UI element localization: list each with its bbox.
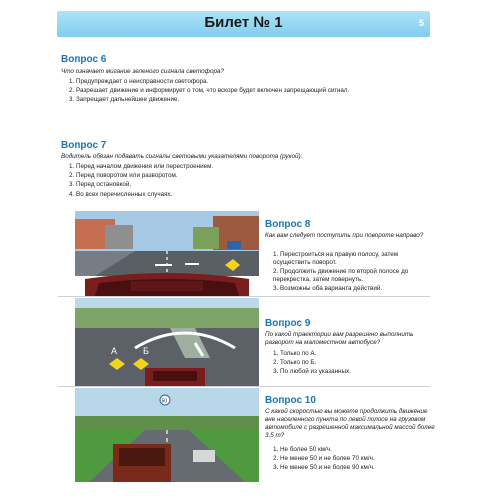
q7-answer-1[interactable]: 1. Перед началом движения или перестроением. (69, 163, 214, 170)
q10-answer-1[interactable]: 1. Не более 50 км/ч. (273, 446, 332, 453)
q7-answer-2[interactable]: 2. Перед поворотом или разворотом. (69, 172, 178, 180)
ticket-title: Билет № 1 (204, 14, 283, 31)
ticket-header (57, 11, 430, 37)
q8-answers (265, 251, 435, 295)
q7-answers (61, 163, 441, 200)
q9-answers (265, 350, 435, 378)
q6-answer-1[interactable]: 1. Предупреждает о неисправности светофора. (69, 78, 209, 85)
q10-title: Вопрос 10 (265, 395, 316, 406)
q10-question: С какой скоростью вы можете продолжить движение вне населенного пункта по левой полосе на грузовом автомобиле с разрешенной максимальной массой более 3,5 т? (265, 408, 435, 439)
q8-answer-2[interactable]: 2. Продолжить движение по второй полосе до перекрестка, затем повернуть. (273, 268, 409, 284)
q9-question: По какой траектории вам разрешено выполнить разворот на маломестном автобусе? (265, 331, 414, 346)
q6-answers (61, 78, 441, 106)
q8-illustration (75, 211, 259, 296)
q10-answer-2[interactable]: 2. Не менее 50 и не более 70 км/ч. (273, 455, 375, 463)
q8-title: Вопрос 8 (265, 219, 311, 230)
q9-label-b: Б (143, 346, 149, 356)
q9-title: Вопрос 9 (265, 318, 311, 329)
page-number: 5 (418, 18, 424, 28)
q9-label-a: А (111, 346, 118, 356)
q6-answer-3[interactable]: 3. Запрещает дальнейшее движение. (69, 96, 180, 104)
q6-answer-2[interactable]: 2. Разрешает движение и информирует о том, что вскоре будет включен запрещающий сигнал. (69, 87, 350, 95)
q7-title: Вопрос 7 (61, 140, 107, 151)
q9-answer-1[interactable]: 1. Только по А. (273, 350, 317, 357)
q6-question: Что означает мигание зеленого сигнала светофора? (61, 68, 224, 75)
q9-answer-2[interactable]: 2. Только по Б. (273, 359, 317, 367)
q8-answer-3[interactable]: 3. Возможны оба варианта действий. (273, 285, 383, 293)
q8-question: Как вам следует поступить при повороте направо? (265, 232, 424, 239)
q9-illustration (75, 298, 259, 386)
q9-answer-3[interactable]: 3. По любой из указанных. (273, 368, 351, 376)
speed-sign-text: 50 (161, 398, 168, 405)
q10-illustration (75, 388, 259, 482)
q7-question: Водитель обязан подавать сигналы световыми указателями поворота (рукой): (61, 153, 303, 160)
q7-answer-3[interactable]: 3. Перед остановкой. (69, 181, 132, 189)
q7-answer-4[interactable]: 4. Во всех перечисленных случаях. (69, 190, 173, 198)
q8-answer-1[interactable]: 1. Перестроиться на правую полосу, затем осуществить поворот. (273, 251, 399, 266)
q10-answer-3[interactable]: 3. Не менее 50 и не более 90 км/ч. (273, 464, 375, 472)
q10-answers (265, 446, 435, 474)
q6-title: Вопрос 6 (61, 54, 107, 65)
